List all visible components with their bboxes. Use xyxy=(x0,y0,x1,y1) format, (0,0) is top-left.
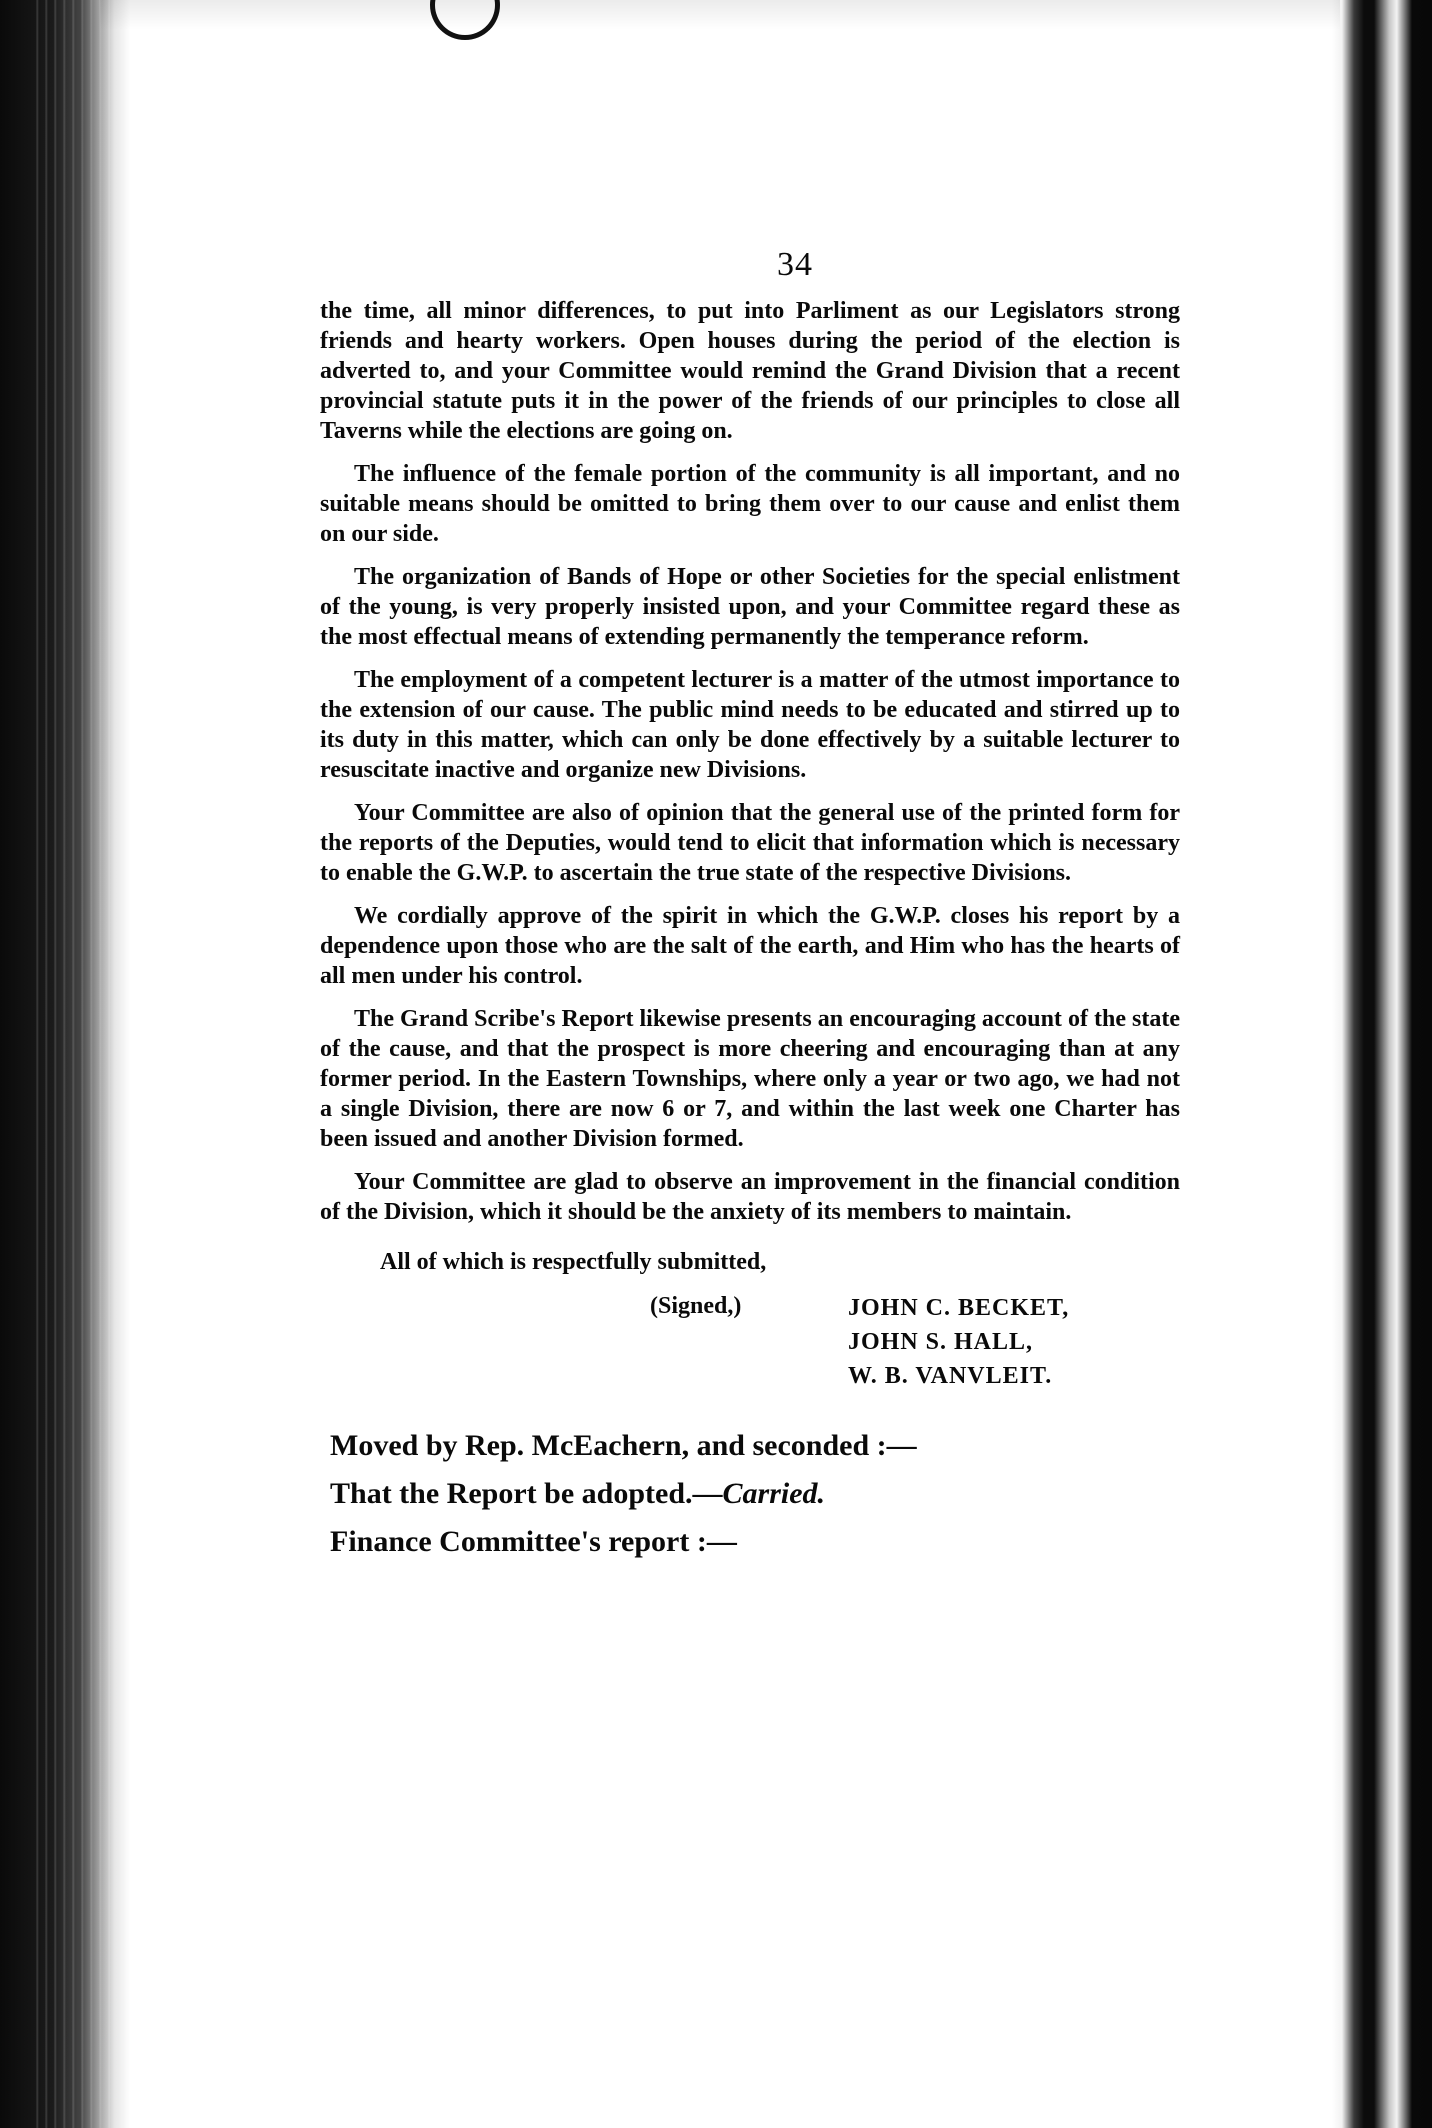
top-shadow xyxy=(100,0,1340,30)
motion-line-1: Moved by Rep. McEachern, and seconded :— xyxy=(330,1429,917,1462)
binding-stripes xyxy=(30,0,110,2128)
paragraph-7: The Grand Scribe's Report likewise presents an encouraging account of the state of the cause, and that the prospect is more cheering and encouraging than at any former period. In the Eastern Townships, where only a year or two ago, we had not a single Division, there are now 6 or 7, and within the last week one Charter has been issued and another Division formed. xyxy=(320,1006,1180,1152)
paragraph-6: We cordially approve of the spirit in which the G.W.P. closes his report by a dependence upon those who are the salt of the earth, and Him who has the hearts of all men under his control. xyxy=(320,903,1180,989)
paragraph-8: Your Committee are glad to observe an improvement in the financial condition of the Division, which it should be the anxiety of its members to maintain. xyxy=(320,1169,1180,1225)
signer-2: JOHN S. HALL, xyxy=(848,1329,1034,1355)
page-edge-highlight xyxy=(1374,0,1412,2128)
motion-line-3: Finance Committee's report :— xyxy=(330,1525,737,1558)
motion-block xyxy=(330,1425,1180,1563)
closing-line: All of which is respectfully submitted, xyxy=(380,1249,767,1275)
paragraph-1: the time, all minor differences, to put into Parliment as our Legislators strong friends and hearty workers. Open houses during the period of the election is adverted to, and your Committee would remind the Grand Division that a recent provincial statute puts it in the power of the friends of our principles to close all Taverns while the elections are going on. xyxy=(320,298,1180,444)
signer-3: W. B. VANVLEIT. xyxy=(848,1363,1053,1389)
paragraph-3: The organization of Bands of Hope or other Societies for the special enlistment of the young, is very properly insisted upon, and your Committee regard these as the most effectual means of extending permanently the temperance reform. xyxy=(320,564,1180,650)
signer-1: JOHN C. BECKET, xyxy=(848,1295,1070,1321)
page-body xyxy=(320,230,1180,1569)
signers-list xyxy=(848,1291,1069,1393)
paragraph-2: The influence of the female portion of the community is all important, and no suitable means should be omitted to bring them over to our cause and enlist them on our side. xyxy=(320,461,1180,547)
paragraph-4: The employment of a competent lecturer is a matter of the utmost importance to the extension of our cause. The public mind needs to be educated and stirred up to its duty in this matter, which can only be done effectively by a suitable lecturer to resuscitate inactive and organize new Divisions. xyxy=(320,667,1180,783)
page-number: 34 xyxy=(777,246,813,283)
signature-block xyxy=(320,1291,1180,1401)
motion-line-2-text: That the Report be adopted.— xyxy=(330,1477,723,1510)
signed-label: (Signed,) xyxy=(650,1293,742,1319)
binding-clip-mark xyxy=(430,0,500,40)
carried-label: Carried. xyxy=(722,1477,826,1510)
motion-line-2 xyxy=(330,1473,1180,1515)
paragraph-5: Your Committee are also of opinion that the general use of the printed form for the reports of the Deputies, would tend to elicit that information which is necessary to enable the G.W.P. to ascertain the true state of the respective Divisions. xyxy=(320,800,1180,886)
